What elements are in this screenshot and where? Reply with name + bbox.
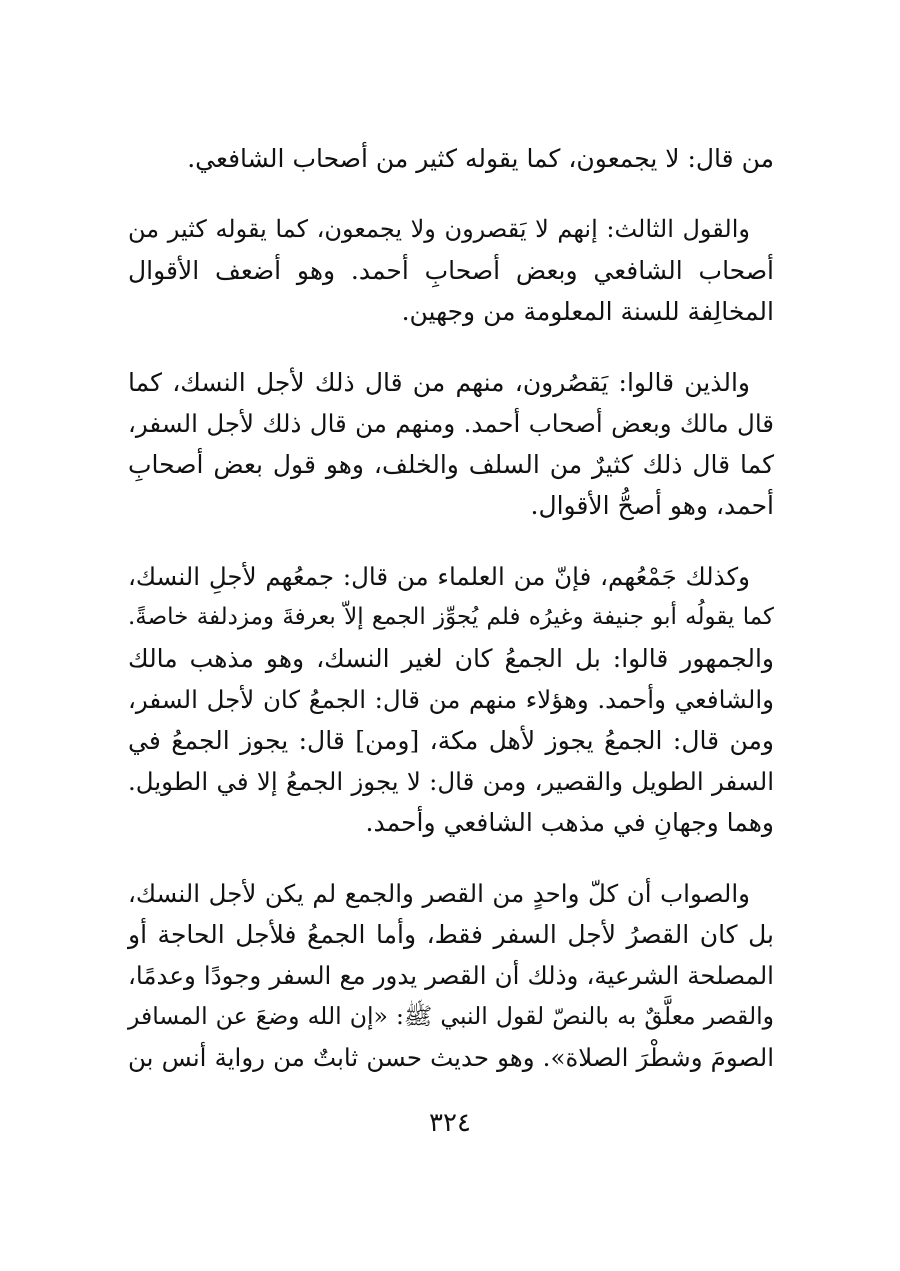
text-line: والصواب أن كلّ واحدٍ من القصر والجمع لم يكن لأجل النسك، xyxy=(128,879,750,908)
text-line: أصحاب الشافعي وبعض أصحابِ أحمد. وهو أضعف الأقوال xyxy=(128,256,774,285)
text-line: وهما وجهانِ في مذهب الشافعي وأحمد. xyxy=(365,808,774,837)
paragraph-5 xyxy=(128,873,774,1078)
text-line: وكذلك جَمْعُهم، فإنّ من العلماء من قال: جمعُهم لأجلِ النسك، xyxy=(128,562,750,591)
paragraph-1 xyxy=(128,138,774,179)
text-line: المخالِفة للسنة المعلومة من وجهين. xyxy=(401,297,774,326)
page-body xyxy=(128,138,774,1108)
text-line: والشافعي وأحمد. وهؤلاء منهم من قال: الجمعُ كان لأجل السفر، xyxy=(128,685,774,714)
text-line: الصومَ وشطْرَ الصلاة». وهو حديث حسن ثابتٌ من رواية أنس بن xyxy=(128,1043,774,1072)
text-line: أحمد، وهو أصحُّ الأقوال. xyxy=(530,491,774,520)
paragraph-2 xyxy=(128,209,774,332)
text-line: بل كان القصرُ لأجل السفر فقط، وأما الجمعُ فلأجل الحاجة أو xyxy=(128,920,774,949)
text-line: والقصر معلَّقٌ به بالنصّ لقول النبي ﷺ: «إن الله وضعَ عن المسافر xyxy=(128,1002,774,1030)
text-line: السفر الطويل والقصير، ومن قال: لا يجوز الجمعُ إلا في الطويل. xyxy=(128,767,774,796)
text-line: من قال: لا يجمعون، كما يقوله كثير من أصحاب الشافعي. xyxy=(187,144,774,173)
text-line: والجمهور قالوا: بل الجمعُ كان لغير النسك، وهو مذهب مالك xyxy=(128,644,774,673)
paragraph-4 xyxy=(128,556,774,843)
text-line: المصلحة الشرعية، وذلك أن القصر يدور مع السفر وجودًا وعدمًا، xyxy=(128,961,774,990)
text-line: كما قال ذلك كثيرٌ من السلف والخلف، وهو قول بعض أصحابِ xyxy=(128,450,774,479)
page-number: ٣٢٤ xyxy=(429,1108,471,1138)
text-line: ومن قال: الجمعُ يجوز لأهل مكة، [ومن] قال: يجوز الجمعُ في xyxy=(128,726,774,755)
paragraph-3 xyxy=(128,362,774,526)
text-line: والقول الثالث: إنهم لا يَقصرون ولا يجمعون، كما يقوله كثير من xyxy=(128,215,750,243)
text-line: والذين قالوا: يَقصُرون، منهم من قال ذلك لأجل النسك، كما xyxy=(128,368,750,397)
text-line: كما يقولُه أبو جنيفة وغيرُه فلم يُجوِّز الجمع إلاّ بعرفةَ ومزدلفة خاصةً. xyxy=(128,604,774,630)
text-line: قال مالك وبعض أصحاب أحمد. ومنهم من قال ذلك لأجل السفر، xyxy=(128,409,774,438)
